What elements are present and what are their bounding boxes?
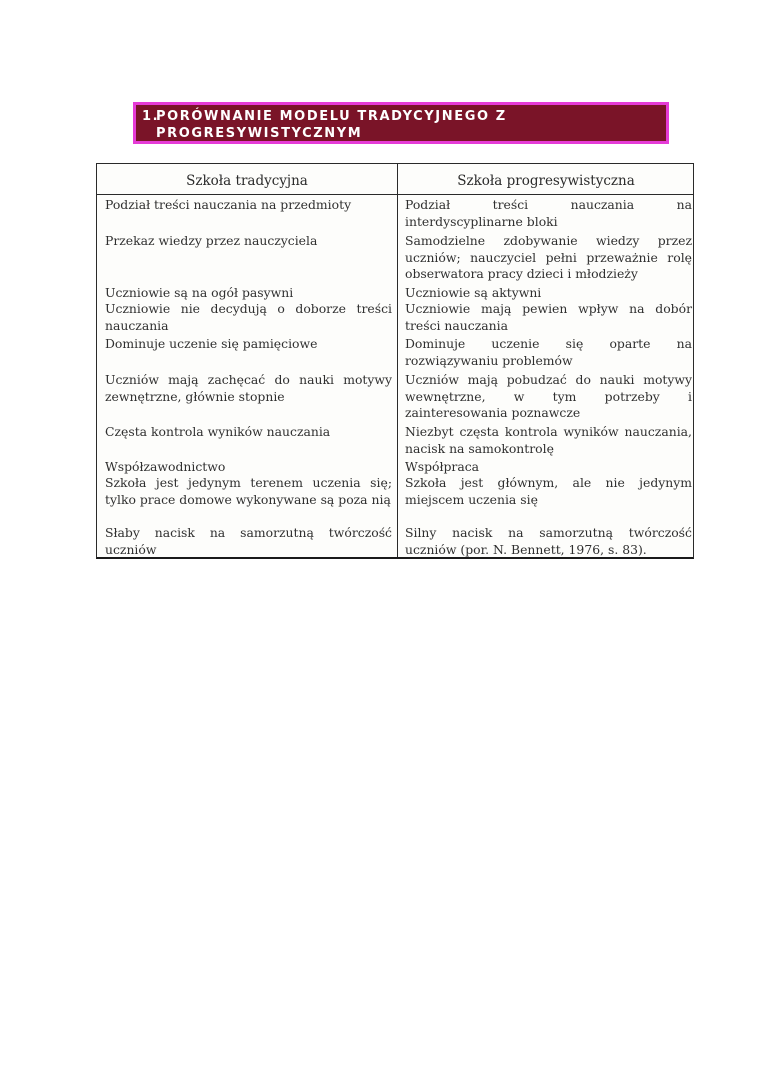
row-8-progressive: Współpraca [405,459,480,474]
row-4-progressive: Uczniowie mają pewien wpływ na dobór treści nauczania [405,301,692,333]
row-1-progressive: Podział treści nauczania na interdyscyplinarne bloki [405,197,692,229]
row-2-traditional: Przekaz wiedzy przez nauczyciela [105,233,318,248]
row-7-progressive: Niezbyt częsta kontrola wyników nauczania, nacisk na samokontrolę [405,424,692,456]
row-8-traditional: Współzawodnictwo [105,459,226,474]
column-header-traditional: Szkoła tradycyjna [186,173,308,189]
column-divider [397,164,398,557]
row-9-traditional: Szkoła jest jedynym terenem uczenia się; tylko prace domowe wykonywane są poza nią [105,475,392,507]
row-6-traditional: Uczniów mają zachęcać do nauki motywy zewnętrzne, głównie stopnie [105,372,392,404]
row-10-progressive: Silny nacisk na samorzutną twórczość uczniów (por. N. Bennett, 1976, s. 83). [405,525,692,557]
heading-title-line-2: PROGRESYWISTYCZNYM [156,126,363,141]
row-4-traditional: Uczniowie nie decydują o doborze treści nauczania [105,301,392,333]
row-10-traditional: Słaby nacisk na samorzutną twórczość uczniów [105,525,392,557]
row-3-progressive: Uczniowie są aktywni [405,285,542,300]
row-3-traditional: Uczniowie są na ogół pasywni [105,285,294,300]
heading-number: 1. [142,109,160,124]
row-9-progressive: Szkoła jest głównym, ale nie jedynym miejscem uczenia się [405,475,692,507]
row-5-traditional: Dominuje uczenie się pamięciowe [105,336,318,351]
row-2-progressive: Samodzielne zdobywanie wiedzy przez uczniów; nauczyciel pełni przeważnie rolę obserwatora pracy dzieci i młodzieży [405,233,692,281]
row-5-progressive: Dominuje uczenie się oparte na rozwiązywaniu problemów [405,336,692,368]
comparison-table-image [96,163,694,559]
heading-line-1 [142,108,660,125]
row-6-progressive: Uczniów mają pobudzać do nauki motywy wewnętrzne, w tym potrzeby i zainteresowania poznawcze [405,372,692,420]
heading-title-line-1: PORÓWNANIE MODELU TRADYCYJNEGO Z [156,109,507,124]
header-rule [97,194,693,195]
row-7-traditional: Częsta kontrola wyników nauczania [105,424,331,439]
section-heading [133,102,669,144]
column-header-progressive: Szkoła progresywistyczna [457,173,635,189]
row-1-traditional: Podział treści nauczania na przedmioty [105,197,352,212]
